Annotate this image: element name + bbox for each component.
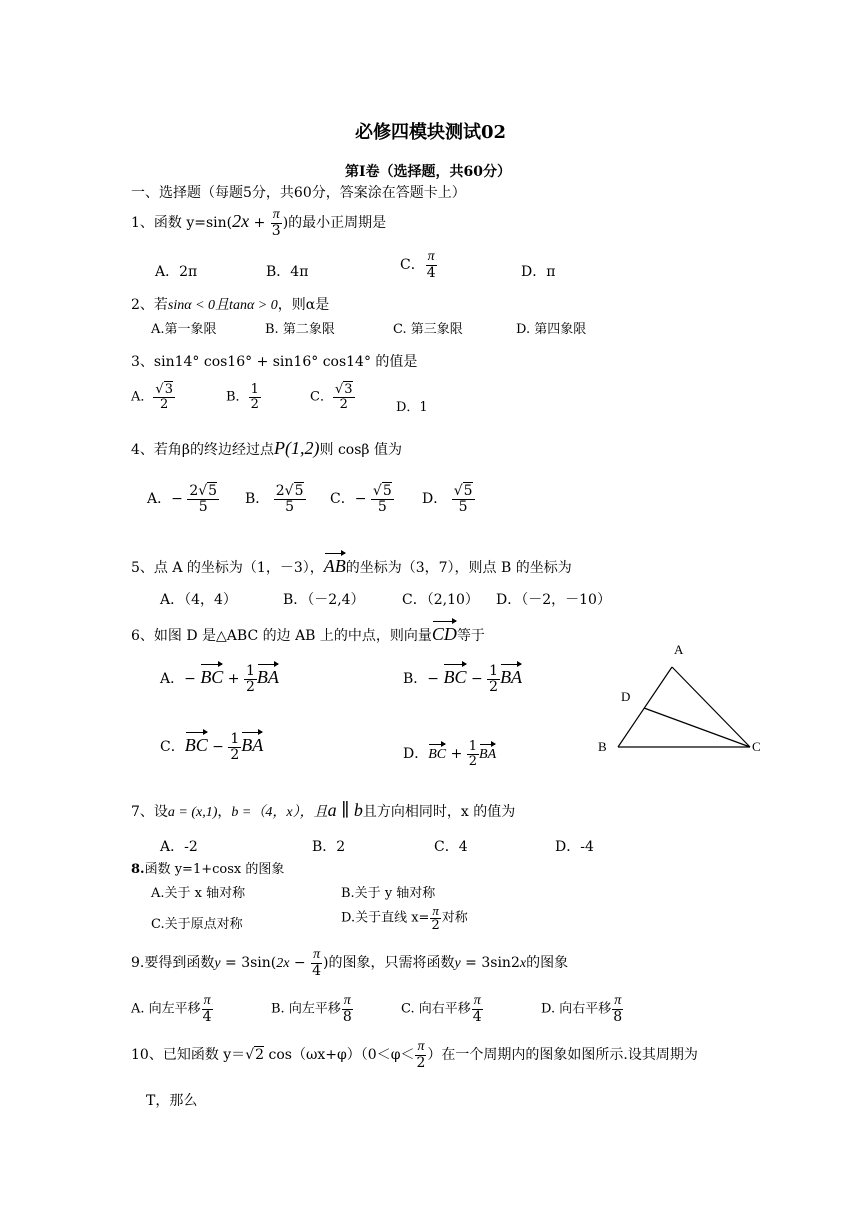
q10-mid: cos（ωx+φ）（0＜φ＜ [268,1047,415,1064]
question-2 [131,294,329,314]
q5-vector: AB [323,556,346,576]
page-title: 必修四模块测试02 [355,122,507,143]
section-heading: 第Ⅰ卷（选择题，共60分） [345,164,512,180]
q9-option-b[interactable]: B. 向左平移 $\frac{\pi}{8}$ [271,993,352,1025]
q9-a-label: A. 向左平移 [131,1001,201,1017]
q9-option-c[interactable]: C. 向右平移 $\frac{\pi}{4}$ [401,993,482,1025]
vertex-label-b: B [598,739,607,754]
q1-option-d[interactable]: D．π [521,264,556,280]
q4-suffix: 则 cosβ 值为 [319,442,402,458]
vertex-label-d: D [621,689,631,704]
q1-c-num: π [427,249,435,264]
q4-option-a[interactable]: A．− $\frac{2√5}{5}$ [147,483,218,515]
q1-option-b[interactable]: B．4π [266,264,309,280]
q6-option-a[interactable]: A．− BC + $\frac{1}{2}$ BA [160,663,279,695]
q7-option-c[interactable]: C．4 [434,839,468,855]
question-4 [131,438,402,459]
q2-condition: sinα < 0且tanα > 0 [167,298,278,313]
question-8 [131,858,284,877]
q4-a-label: A． [147,491,172,508]
q2-suffix: ，则α是 [277,297,330,313]
q6-option-b[interactable]: B．− BC − $\frac{1}{2}$ BA [403,663,523,695]
q4-b-label: B． [245,491,270,508]
question-3: 3、sin14° cos16° + sin16° cos14° 的值是 [131,354,418,370]
q8-d-suffix: 对称 [441,910,468,926]
question-5 [131,556,572,577]
triangle-figure [590,640,780,760]
q2-option-a[interactable]: A.第一象限 [151,322,217,337]
q3-a-label: A． [131,389,154,405]
question-10: 10、已知函数 y＝√2 cos（ωx+φ）（0＜φ＜ $\frac{\pi}{2}$ ）在一个周期内的图象如图所示.设其周期为 [131,1039,698,1071]
q4-option-b[interactable]: B． $\frac{2√5}{5}$ [245,483,304,515]
q8-option-b[interactable]: B.关于 y 轴对称 [341,886,436,901]
q7-option-a[interactable]: A．-2 [160,839,198,855]
q2-option-c[interactable]: C. 第三象限 [393,322,463,337]
segment-cd [644,708,750,747]
q7-vector-a: a = (x,1) [167,805,218,820]
q7-parallel: a ∥ b [327,800,363,820]
question-6 [131,624,485,645]
q10-line-2: T，那么 [146,1093,198,1109]
q3-b-label: B． [226,389,249,405]
question-1: 1、函数 y=sin(2x + $\frac{\pi}{3}$ )的最小正周期是 [131,207,387,239]
q5-option-d[interactable]: D．（－2，－10） [496,592,611,608]
q9-suffix: 的图象 [526,955,569,972]
q2-option-b[interactable]: B. 第二象限 [265,322,335,337]
q3-option-a[interactable]: A． $\frac{√3}{2}$ [131,382,173,412]
triangle-side-ac [672,667,750,747]
q4-text: 4、若角β的终边经过点 [131,442,275,458]
q6-a-label: A． [160,671,185,688]
q5-option-a[interactable]: A．（4，4） [160,592,237,608]
q2-prefix: 2、若 [131,297,168,313]
q7-vector-b: b =（4，x），且 [231,805,328,820]
q6-d-label: D． [403,746,429,763]
q8-d-prefix: D.关于直线 x= [341,910,430,926]
q6-suffix: 等于 [456,628,485,644]
q8-text: 函数 y=1+cosx 的图象 [144,862,285,877]
q6-prefix: 6、如图 D 是△ABC 的边 AB 上的中点，则向量 [131,628,432,644]
q5-option-b[interactable]: B．（－2,4） [283,592,365,608]
q9-b-label: B. 向左平移 [271,1001,341,1017]
q6-option-d[interactable]: D．BC + $\frac{1}{2}$ BA [403,739,497,769]
q6-c-label: C． [160,739,185,756]
q9-option-d[interactable]: D. 向右平移 $\frac{\pi}{8}$ [541,993,623,1025]
q9-option-a[interactable]: A. 向左平移 $\frac{\pi}{4}$ [131,993,212,1025]
q9-d-label: D. 向右平移 [541,1001,612,1017]
q8-option-d[interactable]: D.关于直线 x= $\frac{\pi}{2}$ 对称 [341,903,468,933]
q5-prefix: 5、点 A 的坐标为（1，－3）， [131,560,324,576]
q10-prefix: 10、已知函数 y＝ [131,1047,246,1064]
q9-mid: 的图象，只需将函数 [328,955,455,972]
q1-c-den: 4 [426,264,436,281]
q5-option-c[interactable]: C．（2,10） [402,592,479,608]
q7-suffix: 且方向相同时，x 的值为 [362,804,516,820]
q1-option-c[interactable] [400,250,438,280]
q6-option-c[interactable]: C．BC − $\frac{1}{2}$ BA [160,731,264,763]
q1-prefix: 1、函数 y=sin( [131,215,233,232]
q4-option-d[interactable]: D． $\frac{√5}{5}$ [422,483,473,515]
q7-prefix: 7、设 [131,804,168,820]
q4-point: P(1,2) [274,438,320,458]
q1-option-a[interactable]: A．2π [155,264,198,280]
q1-suffix: )的最小正周期是 [282,215,387,232]
q6-b-label: B． [403,671,428,688]
q4-d-label: D． [422,491,448,508]
question-7 [131,800,515,821]
vertex-label-c: C [752,739,761,754]
q8-number: 8. [131,862,145,877]
q4-option-c[interactable]: C．− $\frac{√5}{5}$ [330,483,392,515]
q9-c-label: C. 向右平移 [401,1001,471,1017]
q8-option-a[interactable]: A.关于 x 轴对称 [151,886,246,901]
q9-prefix: 9.要得到函数 [131,955,215,972]
question-9: 9.要得到函数y = 3sin(2x − $\frac{\pi}{4}$ )的图象，只需将函数y = 3sin2x的图象 [131,947,569,979]
q6-vector: CD [431,624,457,644]
q3-option-d[interactable]: D．1 [396,400,428,415]
triangle-side-ab [618,667,672,747]
q8-option-c[interactable]: C.关于原点对称 [151,917,243,932]
instruction: 一、选择题（每题5分，共60分，答案涂在答题卡上） [131,185,466,201]
q3-option-b[interactable]: B． $\frac{1}{2}$ [226,382,259,412]
q7-option-d[interactable]: D．-4 [555,839,594,855]
q5-suffix: 的坐标为（3，7），则点 B 的坐标为 [345,560,572,576]
q10-suffix: ）在一个周期内的图象如图所示.设其周期为 [427,1047,698,1064]
q3-c-label: C． [310,389,333,405]
q4-c-label: C． [330,491,355,508]
vertex-label-a: A [674,642,684,657]
q7-option-b[interactable]: B．2 [312,839,346,855]
q2-option-d[interactable]: D. 第四象限 [516,322,587,337]
q3-option-c[interactable]: C． $\frac{√3}{2}$ [310,382,353,412]
q7-mid: ， [217,804,232,820]
q1-c-label: C． [400,257,425,274]
